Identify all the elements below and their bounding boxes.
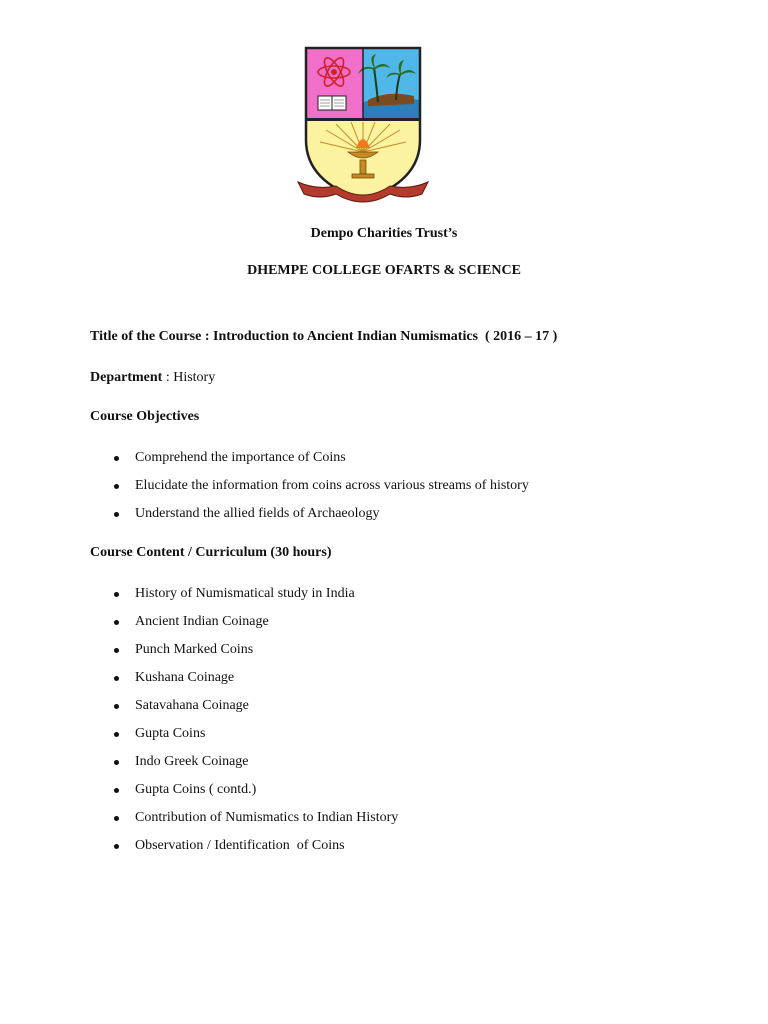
content-text: Observation / Identification of Coins <box>135 838 345 853</box>
department-label: Department <box>90 370 163 385</box>
content-text: Kushana Coinage <box>135 670 235 685</box>
objective-text: Elucidate the information from coins across various streams of history <box>135 478 529 493</box>
college-crest-logo <box>296 44 430 208</box>
course-title-label: Title of the Course : <box>90 329 210 344</box>
bullet-icon <box>114 788 119 793</box>
bullet-icon <box>114 648 119 653</box>
bullet-icon <box>114 620 119 625</box>
content-text: Gupta Coins ( contd.) <box>135 782 257 797</box>
objectives-heading: Course Objectives <box>90 409 200 424</box>
list-item <box>90 585 398 613</box>
bullet-icon <box>114 676 119 681</box>
bullet-icon <box>114 456 119 461</box>
list-item <box>90 477 529 505</box>
content-heading: Course Content / Curriculum (30 hours) <box>90 545 332 560</box>
course-title-line <box>90 329 557 345</box>
department-value: : History <box>162 370 216 385</box>
bullet-icon <box>114 816 119 821</box>
list-item <box>90 697 398 725</box>
content-text: Contribution of Numismatics to Indian History <box>135 810 399 825</box>
list-item <box>90 781 398 809</box>
list-item <box>90 809 398 837</box>
objective-text: Comprehend the importance of Coins <box>135 450 346 465</box>
bullet-icon <box>114 844 119 849</box>
bullet-icon <box>114 704 119 709</box>
list-item <box>90 641 398 669</box>
bullet-icon <box>114 512 119 517</box>
trust-name: Dempo Charities Trust’s <box>310 226 458 241</box>
list-item <box>90 505 529 533</box>
college-name: DHEMPE COLLEGE OFARTS & SCIENCE <box>247 263 521 278</box>
list-item <box>90 449 529 477</box>
department-line <box>90 370 215 386</box>
list-item <box>90 725 398 753</box>
content-text: Ancient Indian Coinage <box>135 614 269 629</box>
content-text: Satavahana Coinage <box>135 698 249 713</box>
list-item <box>90 669 398 697</box>
list-item <box>90 613 398 641</box>
content-text: History of Numismatical study in India <box>135 586 355 601</box>
bullet-icon <box>114 760 119 765</box>
content-list <box>90 585 398 865</box>
objective-text: Understand the allied fields of Archaeology <box>135 506 380 521</box>
bullet-icon <box>114 732 119 737</box>
content-text: Indo Greek Coinage <box>135 754 249 769</box>
content-text: Gupta Coins <box>135 726 206 741</box>
objectives-list <box>90 449 529 533</box>
course-title-value: Introduction to Ancient Indian Numismatics ( 2016 – 17 ) <box>213 329 558 344</box>
content-text: Punch Marked Coins <box>135 642 254 657</box>
bullet-icon <box>114 484 119 489</box>
list-item <box>90 837 398 865</box>
bullet-icon <box>114 592 119 597</box>
list-item <box>90 753 398 781</box>
